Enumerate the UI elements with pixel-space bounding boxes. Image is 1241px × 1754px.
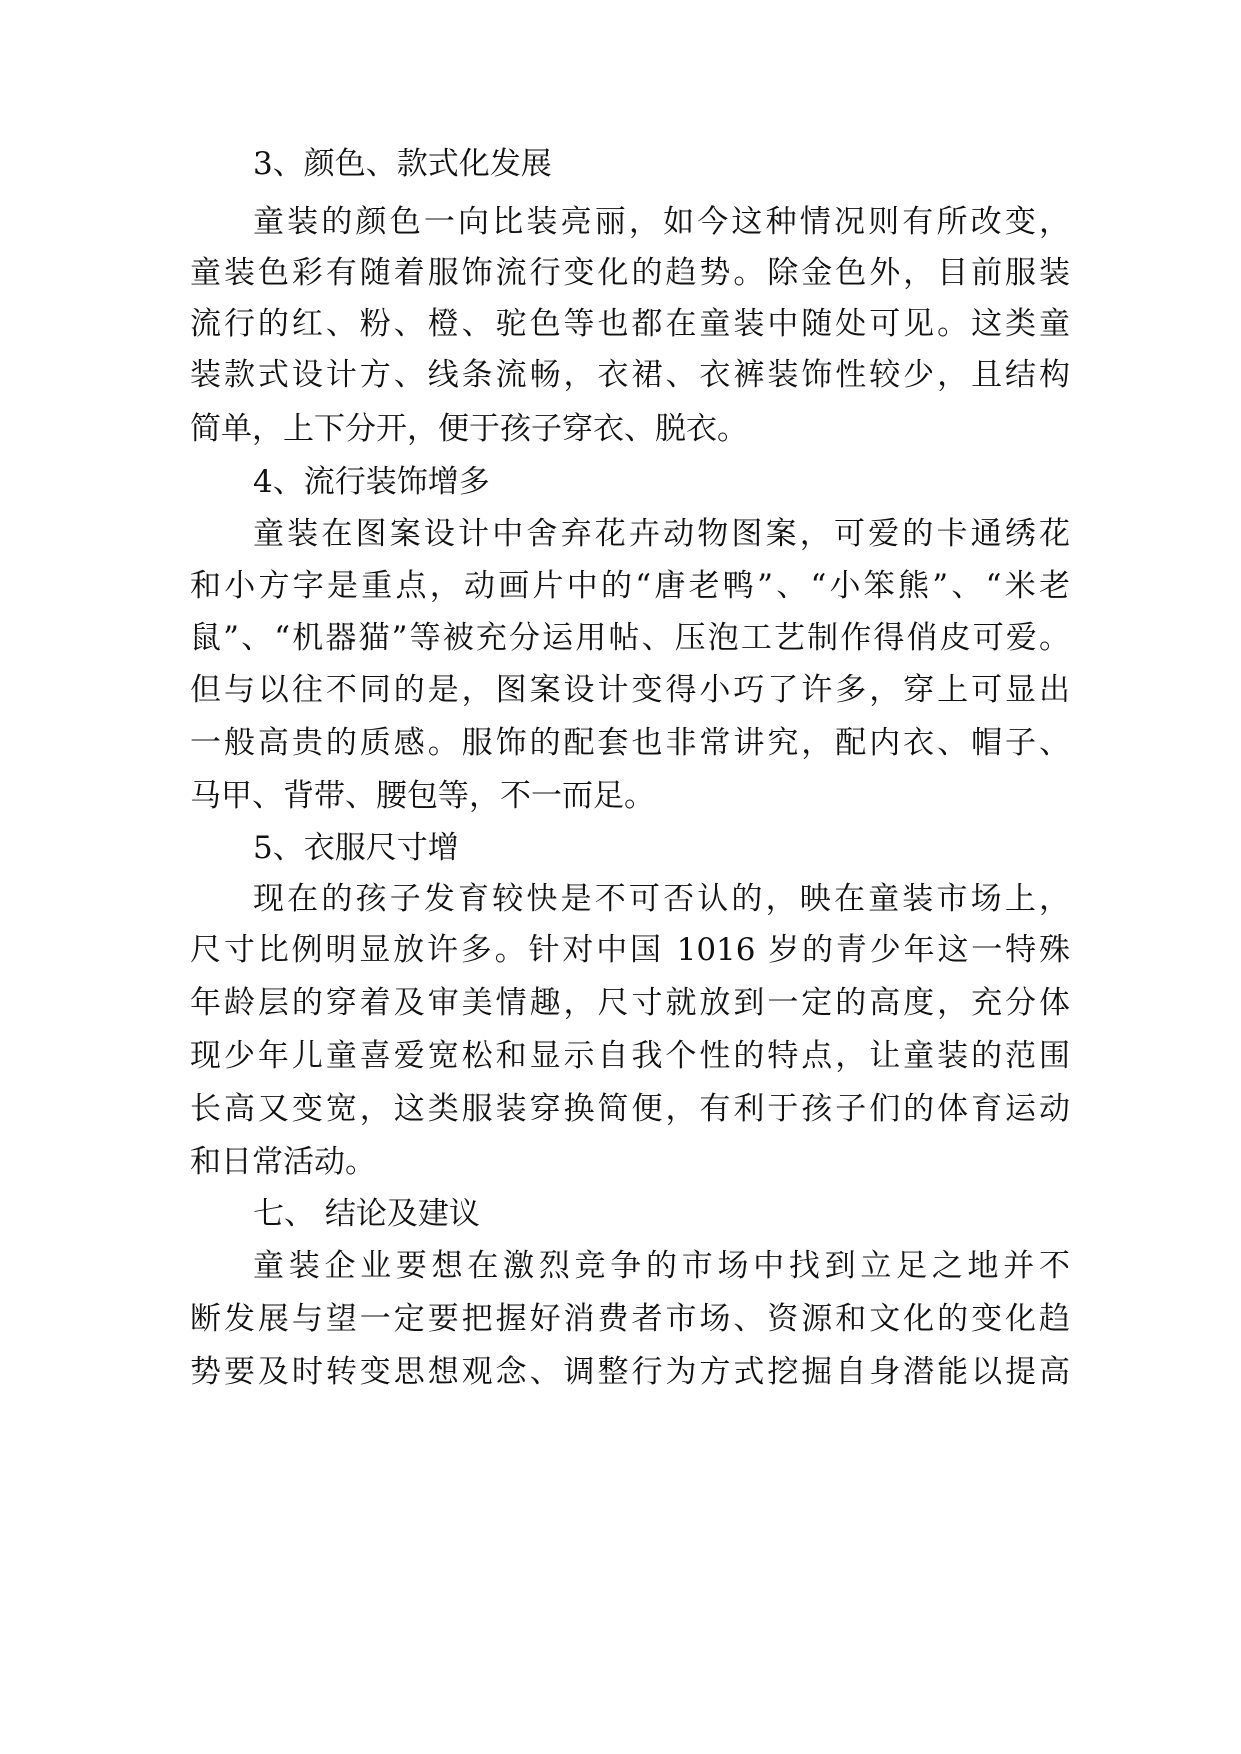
paragraph-line: 长高又变宽，这类服装穿换简便，有利于孩子们的体育运动	[190, 1091, 1070, 1127]
section-heading: 5、衣服尺寸增	[253, 830, 459, 866]
paragraph-line: 简单，上下分开，便于孩子穿衣、脱衣。	[190, 411, 748, 447]
paragraph-line: 现少年儿童喜爱宽松和显示自我个性的特点，让童装的范围	[190, 1038, 1070, 1074]
paragraph-line: 和日常活动。	[190, 1144, 376, 1180]
paragraph-line: 童装企业要想在激烈竞争的市场中找到立足之地并不	[253, 1248, 1070, 1284]
paragraph-line: 年龄层的穿着及审美情趣，尺寸就放到一定的高度，充分体	[190, 985, 1070, 1021]
paragraph-line: 尺寸比例明显放许多。针对中国 1016 岁的青少年这一特殊	[190, 932, 1070, 968]
paragraph-line: 马甲、背带、腰包等，不一而足。	[190, 778, 655, 814]
paragraph-line: 童装色彩有随着服饰流行变化的趋势。除金色外，目前服装	[190, 255, 1070, 291]
paragraph-line: 断发展与望一定要把握好消费者市场、资源和文化的变化趋	[190, 1301, 1070, 1337]
paragraph-line: 童装在图案设计中舍弃花卉动物图案，可爱的卡通绣花	[253, 516, 1070, 552]
section-heading: 4、流行装饰增多	[253, 464, 490, 500]
paragraph-line: 但与以往不同的是，图案设计变得小巧了许多，穿上可显出	[190, 672, 1070, 708]
paragraph-line: 流行的红、粉、橙、驼色等也都在童装中随处可见。这类童	[190, 306, 1070, 342]
paragraph-line: 势要及时转变思想观念、调整行为方式挖掘自身潜能以提高	[190, 1354, 1070, 1390]
paragraph-line: 鼠”、“机器猫”等被充分运用帖、压泡工艺制作得俏皮可爱。	[190, 620, 1070, 656]
paragraph-line: 和小方字是重点，动画片中的“唐老鸭”、“小笨熊”、“米老	[190, 568, 1070, 604]
paragraph-line: 一般高贵的质感。服饰的配套也非常讲究，配内衣、帽子、	[190, 725, 1070, 761]
paragraph-line: 童装的颜色一向比装亮丽，如今这种情况则有所改变，	[253, 204, 1070, 240]
section-heading: 3、颜色、款式化发展	[253, 146, 552, 182]
section-heading: 七、 结论及建议	[253, 1196, 480, 1232]
paragraph-line: 装款式设计方、线条流畅，衣裙、衣裤装饰性较少，且结构	[190, 357, 1070, 393]
paragraph-line: 现在的孩子发育较快是不可否认的，映在童装市场上，	[253, 881, 1070, 917]
